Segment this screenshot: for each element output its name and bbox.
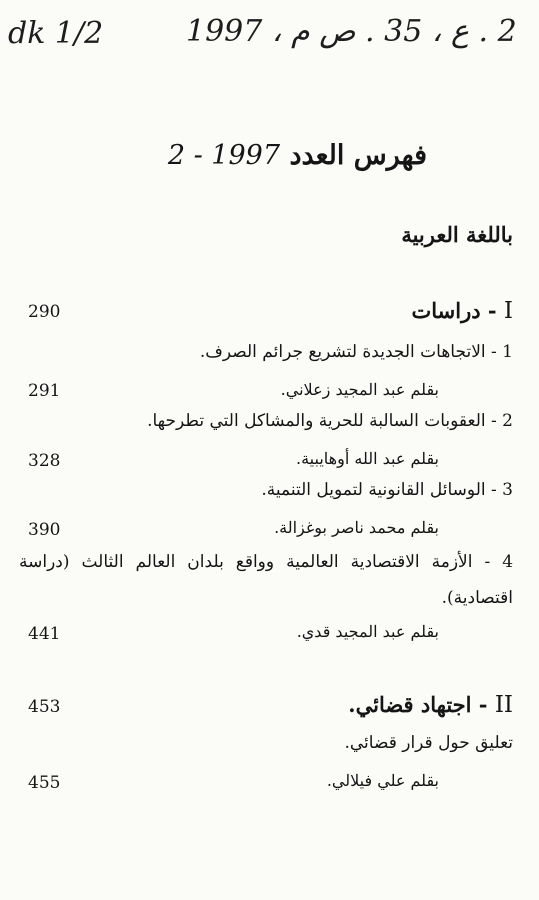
section-label: - دراسات [411, 298, 497, 323]
article-title: 4 - الأزمة الاقتصادية العالمية وواقع بلدان العالم الثالث (دراسة اقتصادية). [19, 552, 514, 608]
section-label: - اجتهاد قضائي. [348, 692, 488, 717]
page-title [168, 140, 427, 171]
article-page-number: 390 [28, 520, 61, 540]
article-page-number: 291 [28, 381, 61, 401]
article-title: 2 - العقوبات السالبة للحرية والمشاكل التي تطرحها. [147, 411, 513, 431]
handwritten-date: 2 . ع ، 35 . ص م ، 1997 [186, 14, 517, 49]
section-page-number: 453 [28, 697, 61, 717]
article-author: بقلم عبد الله أوهايبية. [296, 449, 439, 468]
section-numeral: II [494, 692, 513, 718]
article-author: بقلم محمد ناصر بوغزالة. [274, 518, 439, 537]
article-page-number: 441 [28, 624, 61, 644]
language-heading: باللغة العربية [401, 222, 513, 247]
article-title: 1 - الاتجاهات الجديدة لتشريع جرائم الصرف. [199, 342, 513, 362]
section-numeral: I [503, 298, 513, 324]
title-label: فهرس العدد [289, 140, 427, 171]
article-author: بقلم علي فيلالي. [326, 771, 439, 790]
article-title: 3 - الوسائل القانونية لتمويل التنمية. [261, 480, 513, 500]
section-page-number: 290 [28, 302, 61, 322]
article-author: بقلم عبد المجيد قدي. [296, 622, 439, 641]
article-page-number: 455 [28, 773, 61, 793]
section-heading [348, 692, 513, 718]
article-page-number: 328 [28, 451, 61, 471]
handwritten-reference: dk 1/2 [8, 16, 104, 51]
article-title: تعليق حول قرار قضائي. [344, 733, 513, 753]
article-author: بقلم عبد المجيد زعلاني. [280, 380, 439, 399]
issue-number: 2 - 1997 [167, 140, 281, 171]
section-heading [411, 298, 513, 324]
